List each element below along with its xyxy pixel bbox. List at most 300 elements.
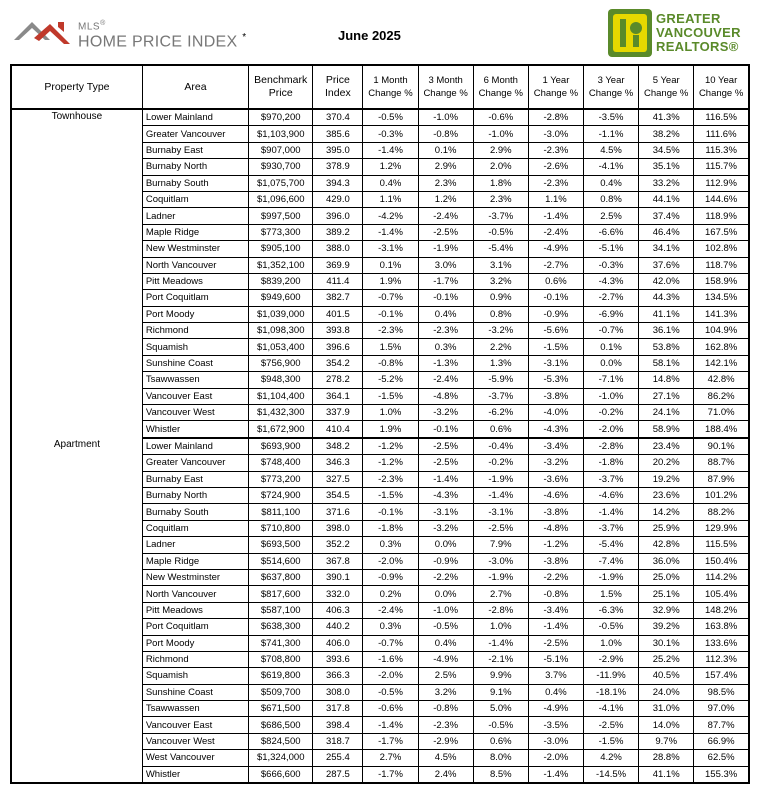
value-cell: -3.2% [473,323,528,339]
value-cell: 25.2% [639,651,694,667]
value-cell: 406.3 [313,602,363,618]
value-cell: -2.4% [418,208,473,224]
value-cell: 0.0% [583,355,638,371]
value-cell: 34.5% [639,142,694,158]
value-cell: 88.7% [694,455,749,471]
value-cell: 4.2% [583,750,638,766]
value-cell: -2.3% [528,142,583,158]
value-cell: 2.9% [473,142,528,158]
value-cell: 53.8% [639,339,694,355]
value-cell: 332.0 [313,586,363,602]
value-cell: -0.7% [363,290,418,306]
value-cell: 0.4% [528,684,583,700]
value-cell: 0.6% [473,733,528,749]
value-cell: -5.4% [583,537,638,553]
value-cell: -4.9% [528,701,583,717]
value-cell: -0.9% [418,553,473,569]
value-cell: 0.3% [363,537,418,553]
value-cell: -2.9% [418,733,473,749]
area-cell: Tsawwassen [142,372,248,388]
area-cell: Pitt Meadows [142,273,248,289]
value-cell: -1.9% [418,241,473,257]
area-cell: Port Coquitlam [142,619,248,635]
value-cell: -3.2% [418,405,473,421]
area-cell: Squamish [142,339,248,355]
value-cell: $686,500 [249,717,313,733]
value-cell: -0.8% [418,126,473,142]
value-cell: -4.0% [528,405,583,421]
column-header: Area [142,65,248,109]
value-cell: -3.4% [528,438,583,455]
value-cell: $930,700 [249,159,313,175]
value-cell: 37.4% [639,208,694,224]
value-cell: $907,000 [249,142,313,158]
value-cell: 25.0% [639,569,694,585]
value-cell: 58.9% [639,421,694,438]
value-cell: 23.4% [639,438,694,455]
value-cell: 7.9% [473,537,528,553]
value-cell: 3.7% [528,668,583,684]
house-roof-icon [12,16,74,50]
value-cell: -2.8% [473,602,528,618]
value-cell: 327.5 [313,471,363,487]
value-cell: -4.9% [418,651,473,667]
value-cell: -1.4% [363,717,418,733]
value-cell: -4.2% [363,208,418,224]
value-cell: -0.1% [363,306,418,322]
value-cell: 354.2 [313,355,363,371]
value-cell: $509,700 [249,684,313,700]
value-cell: -5.2% [363,372,418,388]
value-cell: 112.9% [694,175,749,191]
column-header: 5 Year Change % [639,65,694,109]
value-cell: 352.2 [313,537,363,553]
value-cell: 440.2 [313,619,363,635]
value-cell: $724,900 [249,487,313,503]
value-cell: 42.8% [639,537,694,553]
area-cell: North Vancouver [142,586,248,602]
value-cell: -11.9% [583,668,638,684]
value-cell: -2.2% [528,569,583,585]
value-cell: $1,096,600 [249,191,313,207]
value-cell: -2.7% [528,257,583,273]
column-header: Price Index [313,65,363,109]
value-cell: -1.4% [528,208,583,224]
value-cell: -1.5% [528,339,583,355]
area-cell: Whistler [142,421,248,438]
value-cell: 20.2% [639,455,694,471]
value-cell: 35.1% [639,159,694,175]
value-cell: -0.6% [363,701,418,717]
value-cell: 1.5% [583,586,638,602]
value-cell: 370.4 [313,109,363,126]
value-cell: -6.2% [473,405,528,421]
column-header: 10 Year Change % [694,65,749,109]
value-cell: 162.8% [694,339,749,355]
value-cell: -1.3% [418,355,473,371]
area-cell: North Vancouver [142,257,248,273]
value-cell: 0.6% [528,273,583,289]
value-cell: 38.2% [639,126,694,142]
value-cell: 90.1% [694,438,749,455]
value-cell: -3.1% [528,355,583,371]
value-cell: -2.5% [473,520,528,536]
value-cell: 37.6% [639,257,694,273]
value-cell: 142.1% [694,355,749,371]
value-cell: 44.1% [639,191,694,207]
value-cell: $1,103,900 [249,126,313,142]
value-cell: $587,100 [249,602,313,618]
value-cell: 62.5% [694,750,749,766]
value-cell: 87.7% [694,717,749,733]
value-cell: 114.2% [694,569,749,585]
value-cell: 44.3% [639,290,694,306]
value-cell: -0.1% [418,421,473,438]
column-header: 3 Year Change % [583,65,638,109]
value-cell: 0.4% [418,306,473,322]
value-cell: 0.2% [363,586,418,602]
value-cell: 150.4% [694,553,749,569]
value-cell: 116.5% [694,109,749,126]
column-header: 1 Year Change % [528,65,583,109]
area-cell: Sunshine Coast [142,684,248,700]
value-cell: 287.5 [313,766,363,783]
value-cell: -2.1% [473,651,528,667]
value-cell: -7.4% [583,553,638,569]
value-cell: $693,500 [249,537,313,553]
value-cell: $773,200 [249,471,313,487]
value-cell: -3.0% [528,126,583,142]
value-cell: -1.0% [583,388,638,404]
column-header: Benchmark Price [249,65,313,109]
value-cell: 41.1% [639,306,694,322]
area-cell: Burnaby North [142,487,248,503]
value-cell: -3.7% [473,388,528,404]
value-cell: $741,300 [249,635,313,651]
value-cell: 118.7% [694,257,749,273]
value-cell: -2.9% [583,651,638,667]
value-cell: -2.3% [363,323,418,339]
value-cell: 0.0% [418,537,473,553]
value-cell: -3.6% [528,471,583,487]
value-cell: 2.5% [583,208,638,224]
value-cell: -0.4% [473,438,528,455]
value-cell: 429.0 [313,191,363,207]
value-cell: 378.9 [313,159,363,175]
value-cell: -1.0% [418,109,473,126]
value-cell: -4.3% [528,421,583,438]
value-cell: 167.5% [694,224,749,240]
value-cell: 115.3% [694,142,749,158]
value-cell: 337.9 [313,405,363,421]
value-cell: -0.5% [363,109,418,126]
value-cell: $638,300 [249,619,313,635]
area-cell: Tsawwassen [142,701,248,717]
value-cell: -2.4% [418,372,473,388]
value-cell: 1.0% [583,635,638,651]
value-cell: $997,500 [249,208,313,224]
area-cell: Whistler [142,766,248,783]
value-cell: -0.3% [583,257,638,273]
gvr-mark-icon [608,9,652,57]
value-cell: 2.2% [473,339,528,355]
value-cell: $1,075,700 [249,175,313,191]
value-cell: 367.8 [313,553,363,569]
value-cell: -4.8% [418,388,473,404]
area-cell: Greater Vancouver [142,126,248,142]
value-cell: -14.5% [583,766,638,783]
value-cell: -0.8% [528,586,583,602]
value-cell: $514,600 [249,553,313,569]
value-cell: -3.4% [528,602,583,618]
value-cell: 394.3 [313,175,363,191]
value-cell: 101.2% [694,487,749,503]
value-cell: -6.6% [583,224,638,240]
value-cell: -2.8% [583,438,638,455]
area-cell: Burnaby North [142,159,248,175]
value-cell: 0.4% [418,635,473,651]
value-cell: -3.8% [528,388,583,404]
value-cell: $666,600 [249,766,313,783]
value-cell: -5.1% [528,651,583,667]
value-cell: -4.1% [583,159,638,175]
value-cell: -2.0% [528,750,583,766]
value-cell: -0.1% [528,290,583,306]
value-cell: 66.9% [694,733,749,749]
value-cell: -1.2% [363,455,418,471]
value-cell: $619,800 [249,668,313,684]
value-cell: 32.9% [639,602,694,618]
value-cell: -2.0% [363,553,418,569]
value-cell: 41.1% [639,766,694,783]
value-cell: 1.2% [363,159,418,175]
area-cell: Vancouver East [142,717,248,733]
value-cell: -3.1% [363,241,418,257]
value-cell: 111.6% [694,126,749,142]
value-cell: -1.7% [418,273,473,289]
value-cell: 406.0 [313,635,363,651]
value-cell: 105.4% [694,586,749,602]
value-cell: -4.6% [528,487,583,503]
value-cell: 354.5 [313,487,363,503]
value-cell: 2.3% [418,175,473,191]
value-cell: -0.8% [418,701,473,717]
value-cell: -1.0% [473,126,528,142]
value-cell: 0.8% [583,191,638,207]
value-cell: 31.0% [639,701,694,717]
value-cell: -0.9% [363,569,418,585]
value-cell: -1.4% [473,635,528,651]
value-cell: -2.5% [418,455,473,471]
value-cell: 23.6% [639,487,694,503]
value-cell: -3.0% [528,733,583,749]
value-cell: 71.0% [694,405,749,421]
value-cell: -2.3% [418,323,473,339]
value-cell: 42.0% [639,273,694,289]
value-cell: -1.8% [583,455,638,471]
value-cell: $710,800 [249,520,313,536]
value-cell: -1.5% [363,388,418,404]
value-cell: -0.7% [363,635,418,651]
value-cell: 388.0 [313,241,363,257]
value-cell: 0.3% [363,619,418,635]
property-type-cell: Apartment [11,438,142,783]
column-header: 1 Month Change % [363,65,418,109]
value-cell: 369.9 [313,257,363,273]
value-cell: $693,900 [249,438,313,455]
value-cell: 0.4% [363,175,418,191]
value-cell: -1.1% [583,126,638,142]
value-cell: -0.2% [583,405,638,421]
value-cell: 158.9% [694,273,749,289]
value-cell: -5.1% [583,241,638,257]
value-cell: 4.5% [583,142,638,158]
column-header: 3 Month Change % [418,65,473,109]
gvr-brand-text: GREATER VANCOUVER REALTORS® [656,11,741,54]
value-cell: -1.0% [418,602,473,618]
value-cell: 141.3% [694,306,749,322]
value-cell: -3.8% [528,553,583,569]
value-cell: 2.0% [473,159,528,175]
value-cell: 364.1 [313,388,363,404]
value-cell: 371.6 [313,504,363,520]
value-cell: 25.1% [639,586,694,602]
value-cell: 118.9% [694,208,749,224]
value-cell: 87.9% [694,471,749,487]
value-cell: 133.6% [694,635,749,651]
value-cell: -1.4% [363,224,418,240]
area-cell: Sunshine Coast [142,355,248,371]
value-cell: 19.2% [639,471,694,487]
value-cell: -0.1% [363,504,418,520]
value-cell: $824,500 [249,733,313,749]
value-cell: 144.6% [694,191,749,207]
value-cell: -1.4% [528,619,583,635]
area-cell: Vancouver East [142,388,248,404]
value-cell: -3.5% [583,109,638,126]
value-cell: 393.6 [313,651,363,667]
value-cell: 39.2% [639,619,694,635]
value-cell: 398.4 [313,717,363,733]
value-cell: $970,200 [249,109,313,126]
value-cell: -5.4% [473,241,528,257]
value-cell: 1.9% [363,421,418,438]
value-cell: -1.6% [363,651,418,667]
value-cell: -2.5% [583,717,638,733]
value-cell: 0.1% [583,339,638,355]
value-cell: 14.2% [639,504,694,520]
value-cell: -0.5% [473,717,528,733]
value-cell: 9.9% [473,668,528,684]
value-cell: -0.1% [418,290,473,306]
value-cell: -1.8% [363,520,418,536]
area-cell: Pitt Meadows [142,602,248,618]
value-cell: $1,352,100 [249,257,313,273]
value-cell: 395.0 [313,142,363,158]
value-cell: $637,800 [249,569,313,585]
gvr-logo [608,9,758,59]
value-cell: -0.7% [583,323,638,339]
value-cell: -2.2% [418,569,473,585]
value-cell: -4.3% [583,273,638,289]
value-cell: 1.9% [363,273,418,289]
value-cell: -1.9% [473,569,528,585]
value-cell: 155.3% [694,766,749,783]
value-cell: -3.1% [418,504,473,520]
value-cell: -2.3% [528,175,583,191]
value-cell: -1.5% [583,733,638,749]
table-row [11,109,749,126]
value-cell: -2.3% [418,717,473,733]
value-cell: -2.5% [418,438,473,455]
value-cell: 1.5% [363,339,418,355]
area-cell: West Vancouver [142,750,248,766]
value-cell: 98.5% [694,684,749,700]
value-cell: 1.0% [473,619,528,635]
column-header: Property Type [11,65,142,109]
value-cell: $839,200 [249,273,313,289]
value-cell: -0.6% [473,109,528,126]
value-cell: 36.1% [639,323,694,339]
value-cell: 2.7% [363,750,418,766]
value-cell: 42.8% [694,372,749,388]
area-cell: Ladner [142,208,248,224]
value-cell: $817,600 [249,586,313,602]
value-cell: -7.1% [583,372,638,388]
value-cell: 14.0% [639,717,694,733]
value-cell: -5.6% [528,323,583,339]
value-cell: -4.3% [418,487,473,503]
value-cell: $708,800 [249,651,313,667]
value-cell: $756,900 [249,355,313,371]
value-cell: $811,100 [249,504,313,520]
value-cell: 390.1 [313,569,363,585]
area-cell: Coquitlam [142,191,248,207]
value-cell: 0.1% [363,257,418,273]
value-cell: 148.2% [694,602,749,618]
value-cell: 134.5% [694,290,749,306]
value-cell: 1.1% [363,191,418,207]
value-cell: -6.3% [583,602,638,618]
value-cell: -3.7% [583,520,638,536]
value-cell: 3.0% [418,257,473,273]
value-cell: 0.3% [418,339,473,355]
value-cell: 2.5% [418,668,473,684]
value-cell: 411.4 [313,273,363,289]
value-cell: 4.5% [418,750,473,766]
area-cell: Richmond [142,323,248,339]
value-cell: $1,432,300 [249,405,313,421]
value-cell: 396.6 [313,339,363,355]
value-cell: 24.1% [639,405,694,421]
value-cell: 24.0% [639,684,694,700]
value-cell: 0.1% [418,142,473,158]
mls-label: MLS® [78,20,106,33]
value-cell: -6.9% [583,306,638,322]
area-cell: New Westminster [142,569,248,585]
value-cell: 157.4% [694,668,749,684]
value-cell: 398.0 [313,520,363,536]
value-cell: -1.9% [583,569,638,585]
value-cell: $671,500 [249,701,313,717]
value-cell: $748,400 [249,455,313,471]
value-cell: 3.2% [418,684,473,700]
value-cell: 393.8 [313,323,363,339]
value-cell: 389.2 [313,224,363,240]
value-cell: 1.0% [363,405,418,421]
mls-hpi-logo [12,14,252,54]
value-cell: 33.2% [639,175,694,191]
